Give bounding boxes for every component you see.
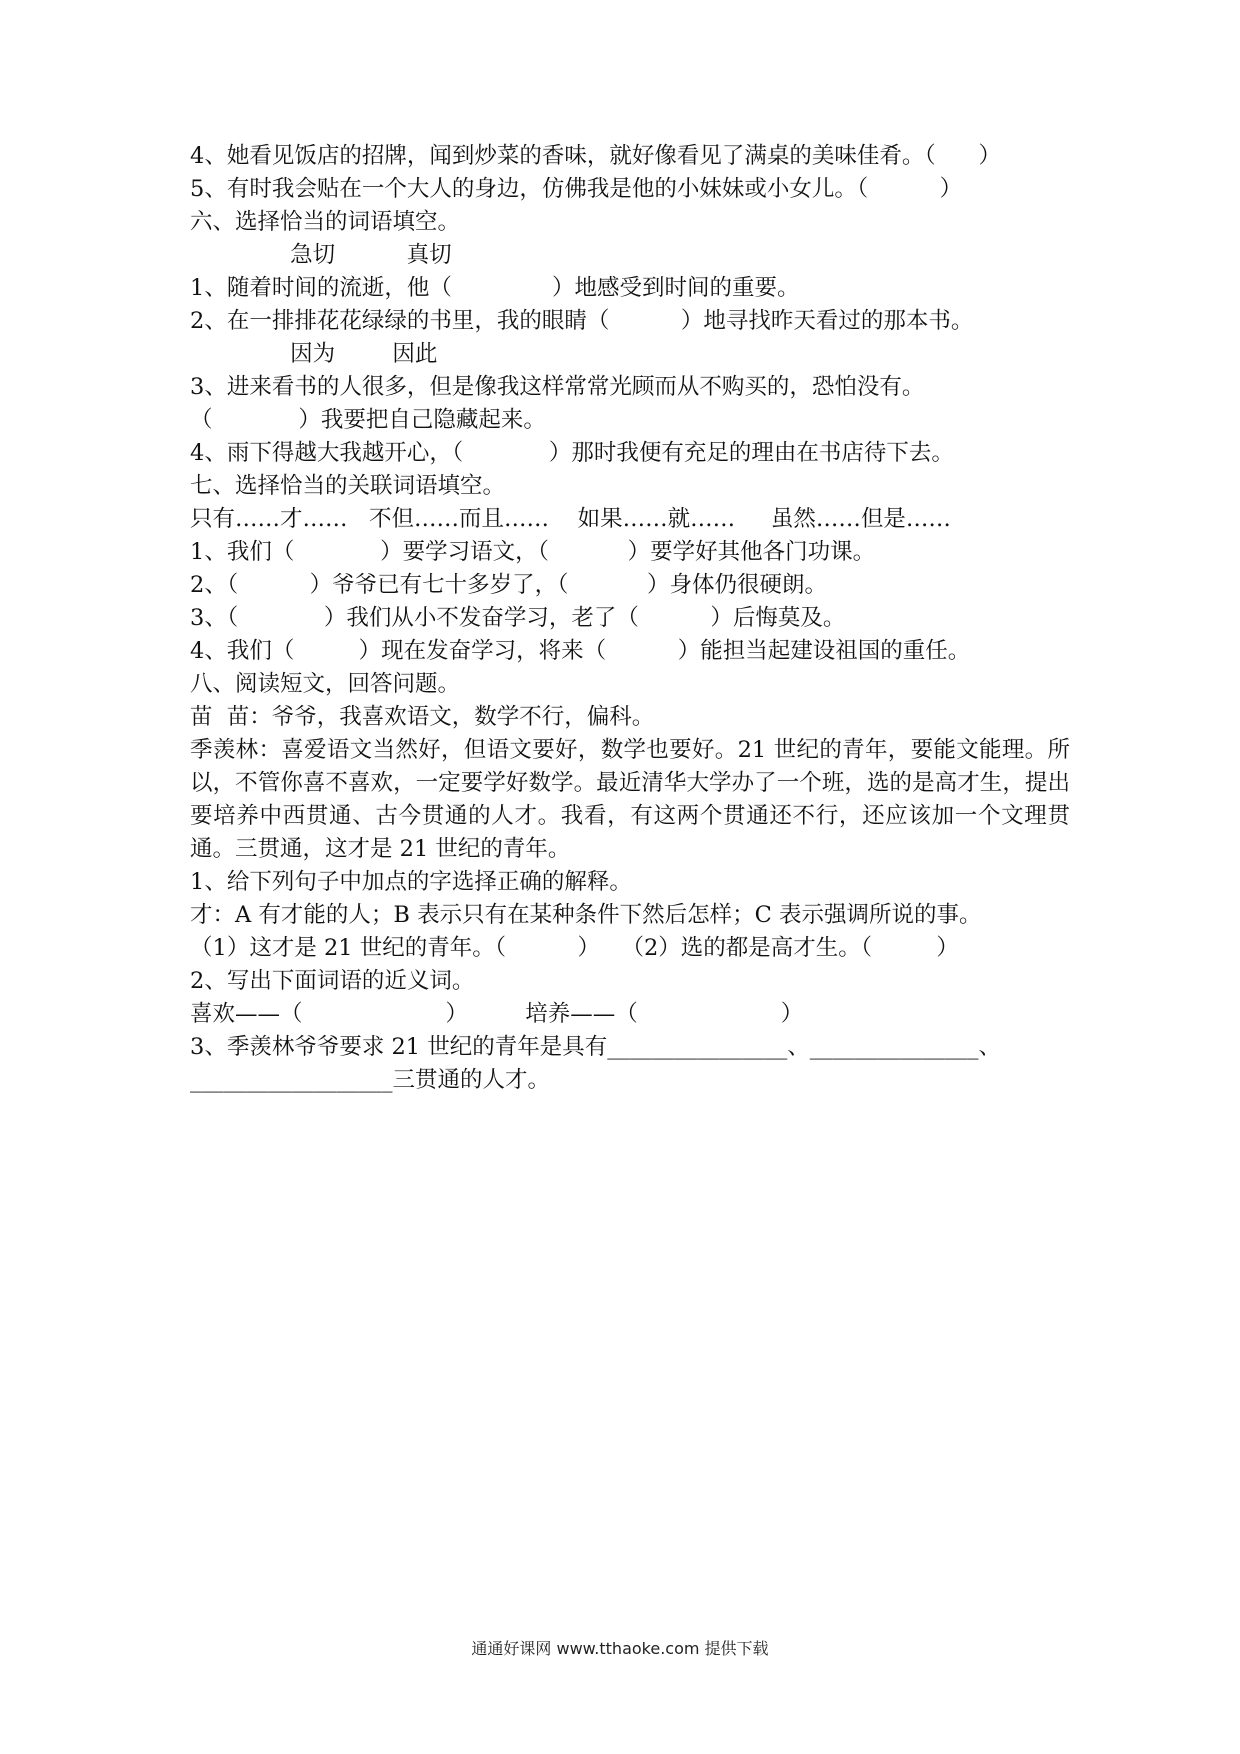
definition-options: 才：A 有才能的人；B 表示只有在某种条件下然后怎样；C 表示强调所说的事。 — [190, 902, 982, 928]
question-5-5: 5、有时我会贴在一个大人的身边，仿佛我是他的小妹妹或小女儿。（ ） — [190, 176, 963, 202]
question-7-1: 1、我们（ ）要学习语文，（ ）要学好其他各门功课。 — [190, 539, 876, 565]
question-6-2: 2、在一排排花花绿绿的书里，我的眼睛（ ）地寻找昨天看过的那本书。 — [190, 308, 974, 334]
question-7-2: 2、（ ）爷爷已有七十多岁了，（ ）身体仍很硬朗。 — [190, 572, 828, 598]
question-5-4: 4、她看见饭店的招牌，闻到炒菜的香味，就好像看见了满桌的美味佳肴。（ ） — [190, 143, 1001, 169]
footer-credit: 通通好课网 www.tthaoke.com 提供下载 — [471, 1639, 769, 1658]
question-6-3: 3、进来看书的人很多，但是像我这样常常光顾而从不购买的，恐怕没有。 — [190, 374, 925, 400]
section-8-heading: 八、阅读短文，回答问题。 — [190, 671, 461, 697]
dialogue-miaomiao: 苗 苗：爷爷，我喜欢语文，数学不行，偏科。 — [190, 704, 655, 730]
section-7-heading: 七、选择恰当的关联词语填空。 — [190, 473, 506, 499]
dialogue-jixianlin: 季羡林：喜爱语文当然好，但语文要好，数学也要好。21 世纪的青年，要能文能理。所以，不管你喜不喜欢，一定要学好数学。最近清华大学办了一个班，选的是高才生，提出要培养中西贯通、古今贯通的人才。我看，有这两个贯通还不行，还应该加一个文理贯通。三贯通，这才是 21 世纪的青年。 — [190, 737, 1070, 862]
conjunction-options: 只有……才…… 不但……而且…… 如果……就…… 虽然……但是…… — [190, 506, 951, 532]
question-6-1: 1、随着时间的流逝，他（ ）地感受到时间的重要。 — [190, 275, 800, 301]
question-8-3: 3、季羡林爷爷要求 21 世纪的青年是具有________________、_______________、 — [190, 1034, 1002, 1060]
question-8-1-items: （1）这才是 21 世纪的青年。（ ） （2）选的都是高才生。（ ） — [190, 935, 959, 961]
section-6-heading: 六、选择恰当的词语填空。 — [190, 209, 461, 235]
question-6-3-cont: （ ）我要把自己隐藏起来。 — [190, 407, 546, 433]
worksheet-page — [190, 140, 1070, 1097]
word-options-2: 因为 因此 — [190, 341, 438, 367]
synonym-items: 喜欢——（ ） 培养——（ ） — [190, 1001, 804, 1027]
question-8-2: 2、写出下面词语的近义词。 — [190, 968, 475, 994]
question-7-3: 3、（ ）我们从小不发奋学习，老了（ ）后悔莫及。 — [190, 605, 846, 631]
question-8-1: 1、给下列句子中加点的字选择正确的解释。 — [190, 869, 632, 895]
question-7-4: 4、我们（ ）现在发奋学习，将来（ ）能担当起建设祖国的重任。 — [190, 638, 971, 664]
question-6-4: 4、雨下得越大我越开心，（ ）那时我便有充足的理由在书店待下去。 — [190, 440, 954, 466]
word-options-1: 急切 真切 — [190, 242, 452, 268]
question-8-3-cont: __________________三贯通的人才。 — [190, 1067, 551, 1093]
